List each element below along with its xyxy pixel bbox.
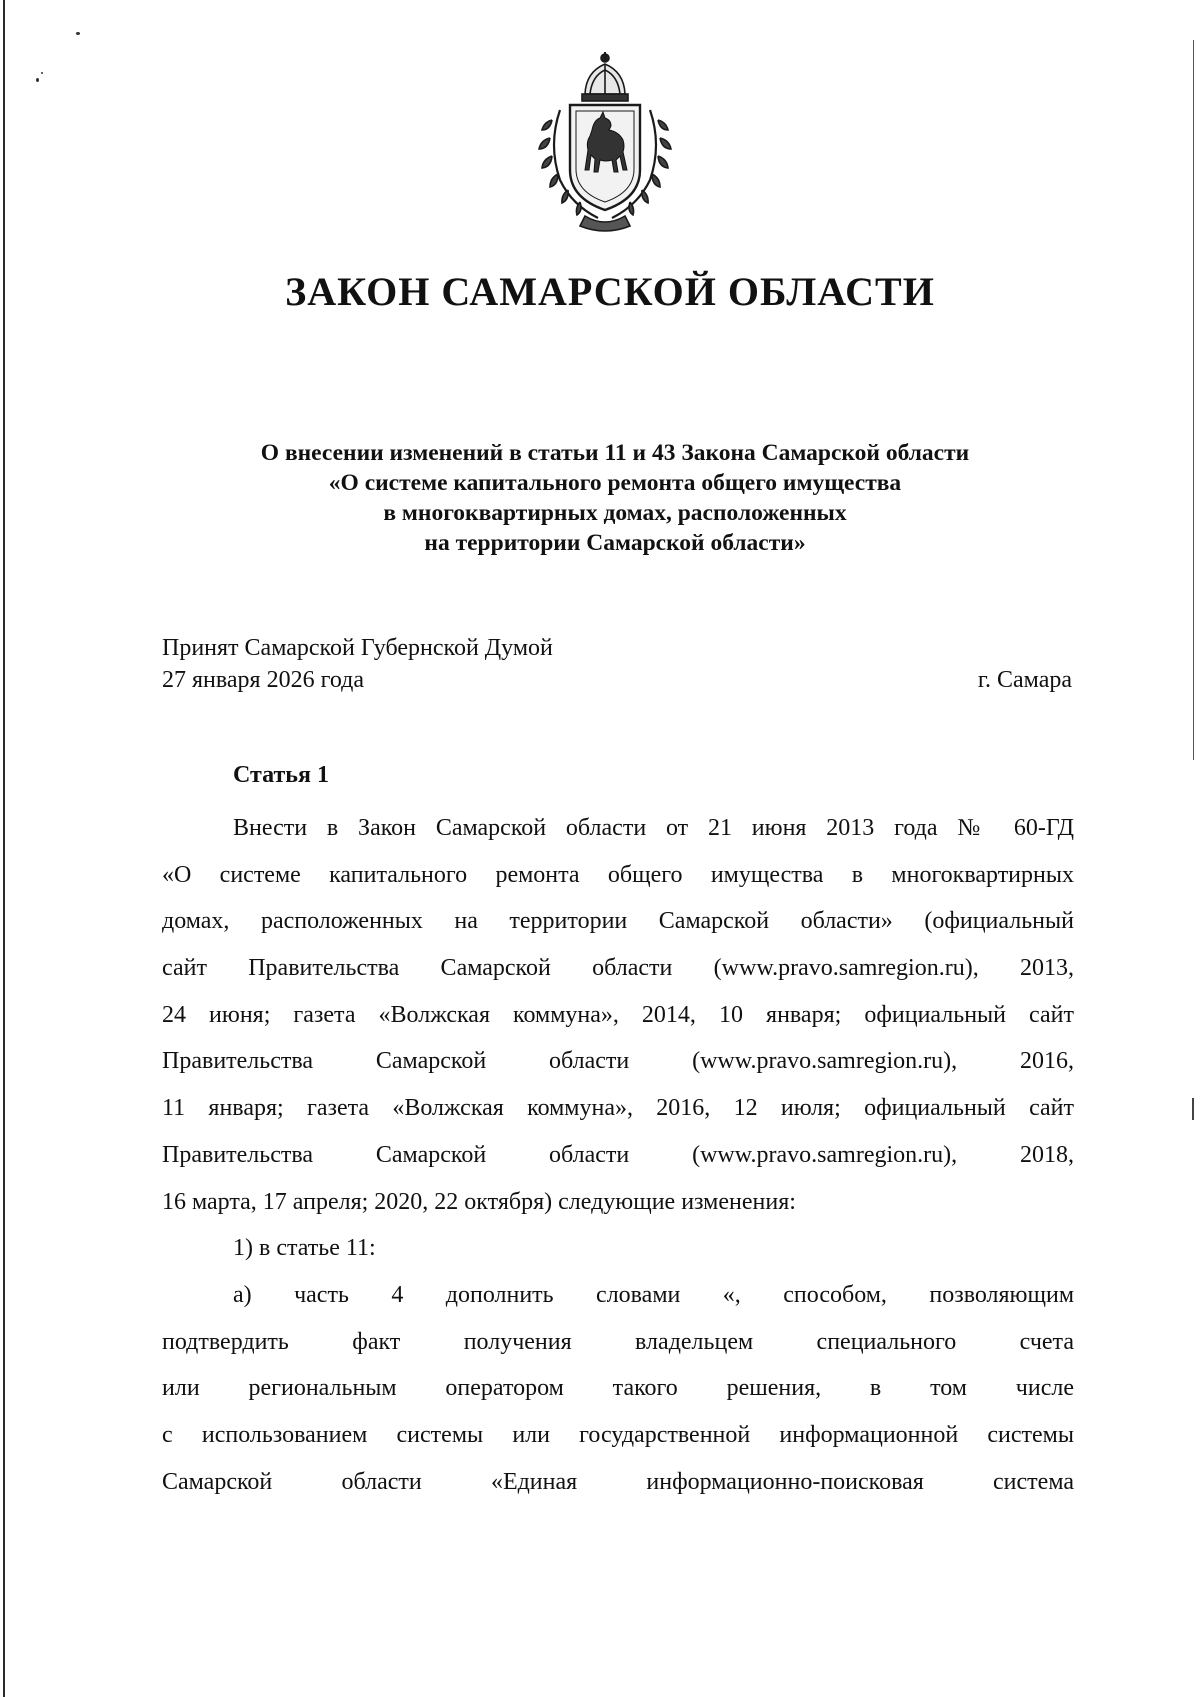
coat-of-arms-emblem bbox=[530, 50, 680, 232]
body-line: а) часть 4 дополнить словами «, способом, позволяющим bbox=[233, 1281, 1074, 1308]
adoption-block bbox=[162, 632, 553, 696]
body-line: Самарской области «Единая информационно-поисковая система bbox=[162, 1468, 1074, 1495]
scan-speck bbox=[36, 78, 39, 82]
body-line: Правительства Самарской области (www.pravo.samregion.ru), 2016, bbox=[162, 1048, 1074, 1075]
body-line: 11 января; газета «Волжская коммуна», 2016, 12 июля; официальный сайт bbox=[162, 1095, 1074, 1122]
subject-line: на территории Самарской области» bbox=[424, 530, 806, 556]
scan-edge-left bbox=[3, 0, 5, 1697]
body-line: с использованием системы или государственной информационной системы bbox=[162, 1421, 1074, 1448]
body-line: 24 июня; газета «Волжская коммуна», 2014, 10 января; официальный сайт bbox=[162, 1001, 1074, 1028]
body-line: «О системе капитального ремонта общего имущества в многоквартирных bbox=[162, 861, 1074, 888]
adopted-by: Принят Самарской Губернской Думой bbox=[162, 635, 553, 661]
body-line: 1) в статье 11: bbox=[233, 1235, 376, 1262]
body-line: домах, расположенных на территории Самарской области» (официальный bbox=[162, 908, 1074, 935]
article-heading: Статья 1 bbox=[233, 762, 329, 788]
law-subject bbox=[0, 438, 1200, 558]
body-line: Внести в Закон Самарской области от 21 июня 2013 года № 60-ГД bbox=[233, 815, 1074, 841]
scan-speck bbox=[41, 72, 43, 74]
body-line: или региональным оператором такого решения, в том числе bbox=[162, 1375, 1074, 1402]
subject-line: О внесении изменений в статьи 11 и 43 Закона Самарской области bbox=[260, 440, 970, 466]
article-body bbox=[162, 812, 1074, 1512]
subject-line: «О системе капитального ремонта общего имущества bbox=[328, 470, 902, 496]
city: г. Самара bbox=[977, 667, 1072, 693]
law-title: ЗАКОН САМАРСКОЙ ОБЛАСТИ bbox=[285, 269, 935, 314]
body-line: подтвердить факт получения владельцем специального счета bbox=[162, 1328, 1074, 1355]
body-line: сайт Правительства Самарской области (www.pravo.samregion.ru), 2013, bbox=[162, 955, 1074, 982]
body-line: Правительства Самарской области (www.pravo.samregion.ru), 2018, bbox=[162, 1141, 1074, 1168]
subject-line: в многоквартирных домах, расположенных bbox=[383, 500, 847, 526]
adopted-date: 27 января 2026 года bbox=[162, 667, 365, 693]
body-line: 16 марта, 17 апреля; 2020, 22 октября) следующие изменения: bbox=[162, 1188, 796, 1215]
scan-edge-right bbox=[1193, 40, 1194, 760]
scan-speck bbox=[76, 32, 80, 35]
scan-mark bbox=[1192, 1098, 1194, 1120]
